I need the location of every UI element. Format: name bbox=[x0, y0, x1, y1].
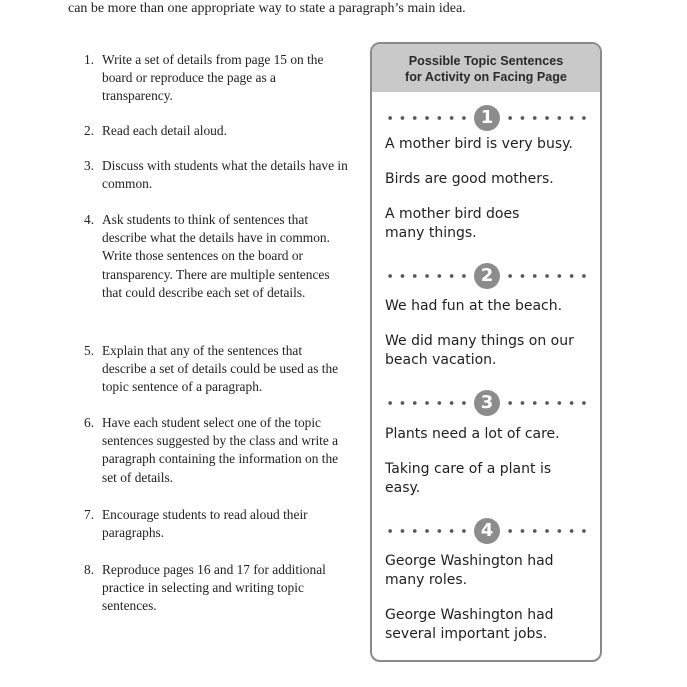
dotted-line bbox=[384, 528, 470, 534]
step-text: Explain that any of the sentences that describe a set of details could be used as the topic sentence of a paragraph. bbox=[102, 343, 339, 395]
group-4-divider bbox=[384, 518, 590, 544]
group-3-divider bbox=[384, 390, 590, 416]
box-header bbox=[372, 44, 600, 92]
dotted-line bbox=[504, 273, 590, 279]
step-number: 4. bbox=[84, 212, 95, 227]
instruction-step-3 bbox=[84, 157, 349, 193]
topic-sentence: A mother bird is very busy. bbox=[385, 136, 573, 152]
box-title-line-2: for Activity on Facing Page bbox=[405, 70, 567, 84]
step-number: 8. bbox=[84, 562, 95, 577]
topic-sentence: We had fun at the beach. bbox=[385, 298, 563, 314]
dotted-line bbox=[504, 528, 590, 534]
step-text: Read each detail aloud. bbox=[102, 123, 227, 138]
box-title-line-1: Possible Topic Sentences bbox=[408, 54, 564, 68]
topic-sentence: A mother bird does many things. bbox=[385, 206, 520, 241]
group-2-divider bbox=[384, 263, 590, 289]
step-text: Write a set of details from page 15 on the board or reproduce the page as a transparency. bbox=[102, 52, 324, 104]
instruction-step-5 bbox=[84, 342, 349, 397]
number-badge-1: 1 bbox=[474, 105, 500, 131]
step-number: 1. bbox=[84, 52, 95, 67]
number-badge-2: 2 bbox=[474, 263, 500, 289]
step-text: Discuss with students what the details have in common. bbox=[102, 158, 348, 192]
number-badge-4: 4 bbox=[474, 518, 500, 544]
instruction-step-2 bbox=[84, 122, 349, 140]
step-number: 3. bbox=[84, 158, 95, 173]
instruction-step-1 bbox=[84, 51, 349, 106]
instruction-step-4 bbox=[84, 211, 349, 302]
step-text: Reproduce pages 16 and 17 for additional practice in selecting and writing topic sentences. bbox=[102, 562, 326, 614]
dotted-line bbox=[504, 400, 590, 406]
topic-sentence: Taking care of a plant is easy. bbox=[385, 461, 552, 496]
dotted-line bbox=[384, 115, 470, 121]
step-number: 6. bbox=[84, 415, 95, 430]
step-number: 2. bbox=[84, 123, 95, 138]
dotted-line bbox=[384, 400, 470, 406]
topic-sentence: George Washington had many roles. bbox=[385, 553, 554, 588]
instruction-step-6 bbox=[84, 414, 349, 487]
number-badge-3: 3 bbox=[474, 390, 500, 416]
topic-sentence: Birds are good mothers. bbox=[385, 171, 554, 187]
dotted-line bbox=[384, 273, 470, 279]
step-text: Encourage students to read aloud their paragraphs. bbox=[102, 507, 308, 541]
group-1-divider bbox=[384, 105, 590, 131]
topic-sentence: George Washington had several important jobs. bbox=[385, 607, 554, 642]
topic-sentences-box bbox=[370, 42, 602, 662]
step-number: 5. bbox=[84, 343, 95, 358]
step-text: Have each student select one of the topic sentences suggested by the class and write a paragraph containing the information on the set of details. bbox=[102, 415, 339, 485]
instruction-step-7 bbox=[84, 506, 349, 542]
intro-text: can be more than one appropriate way to state a paragraph’s main idea. bbox=[68, 1, 466, 16]
step-number: 7. bbox=[84, 507, 95, 522]
instruction-step-8 bbox=[84, 561, 349, 616]
dotted-line bbox=[504, 115, 590, 121]
step-text: Ask students to think of sentences that describe what the details have in common. Write those sentences on the board or transparency. There are multiple sentences that could describe each set of details. bbox=[102, 212, 330, 300]
topic-sentence: Plants need a lot of care. bbox=[385, 426, 560, 442]
topic-sentence: We did many things on our beach vacation. bbox=[385, 333, 574, 368]
